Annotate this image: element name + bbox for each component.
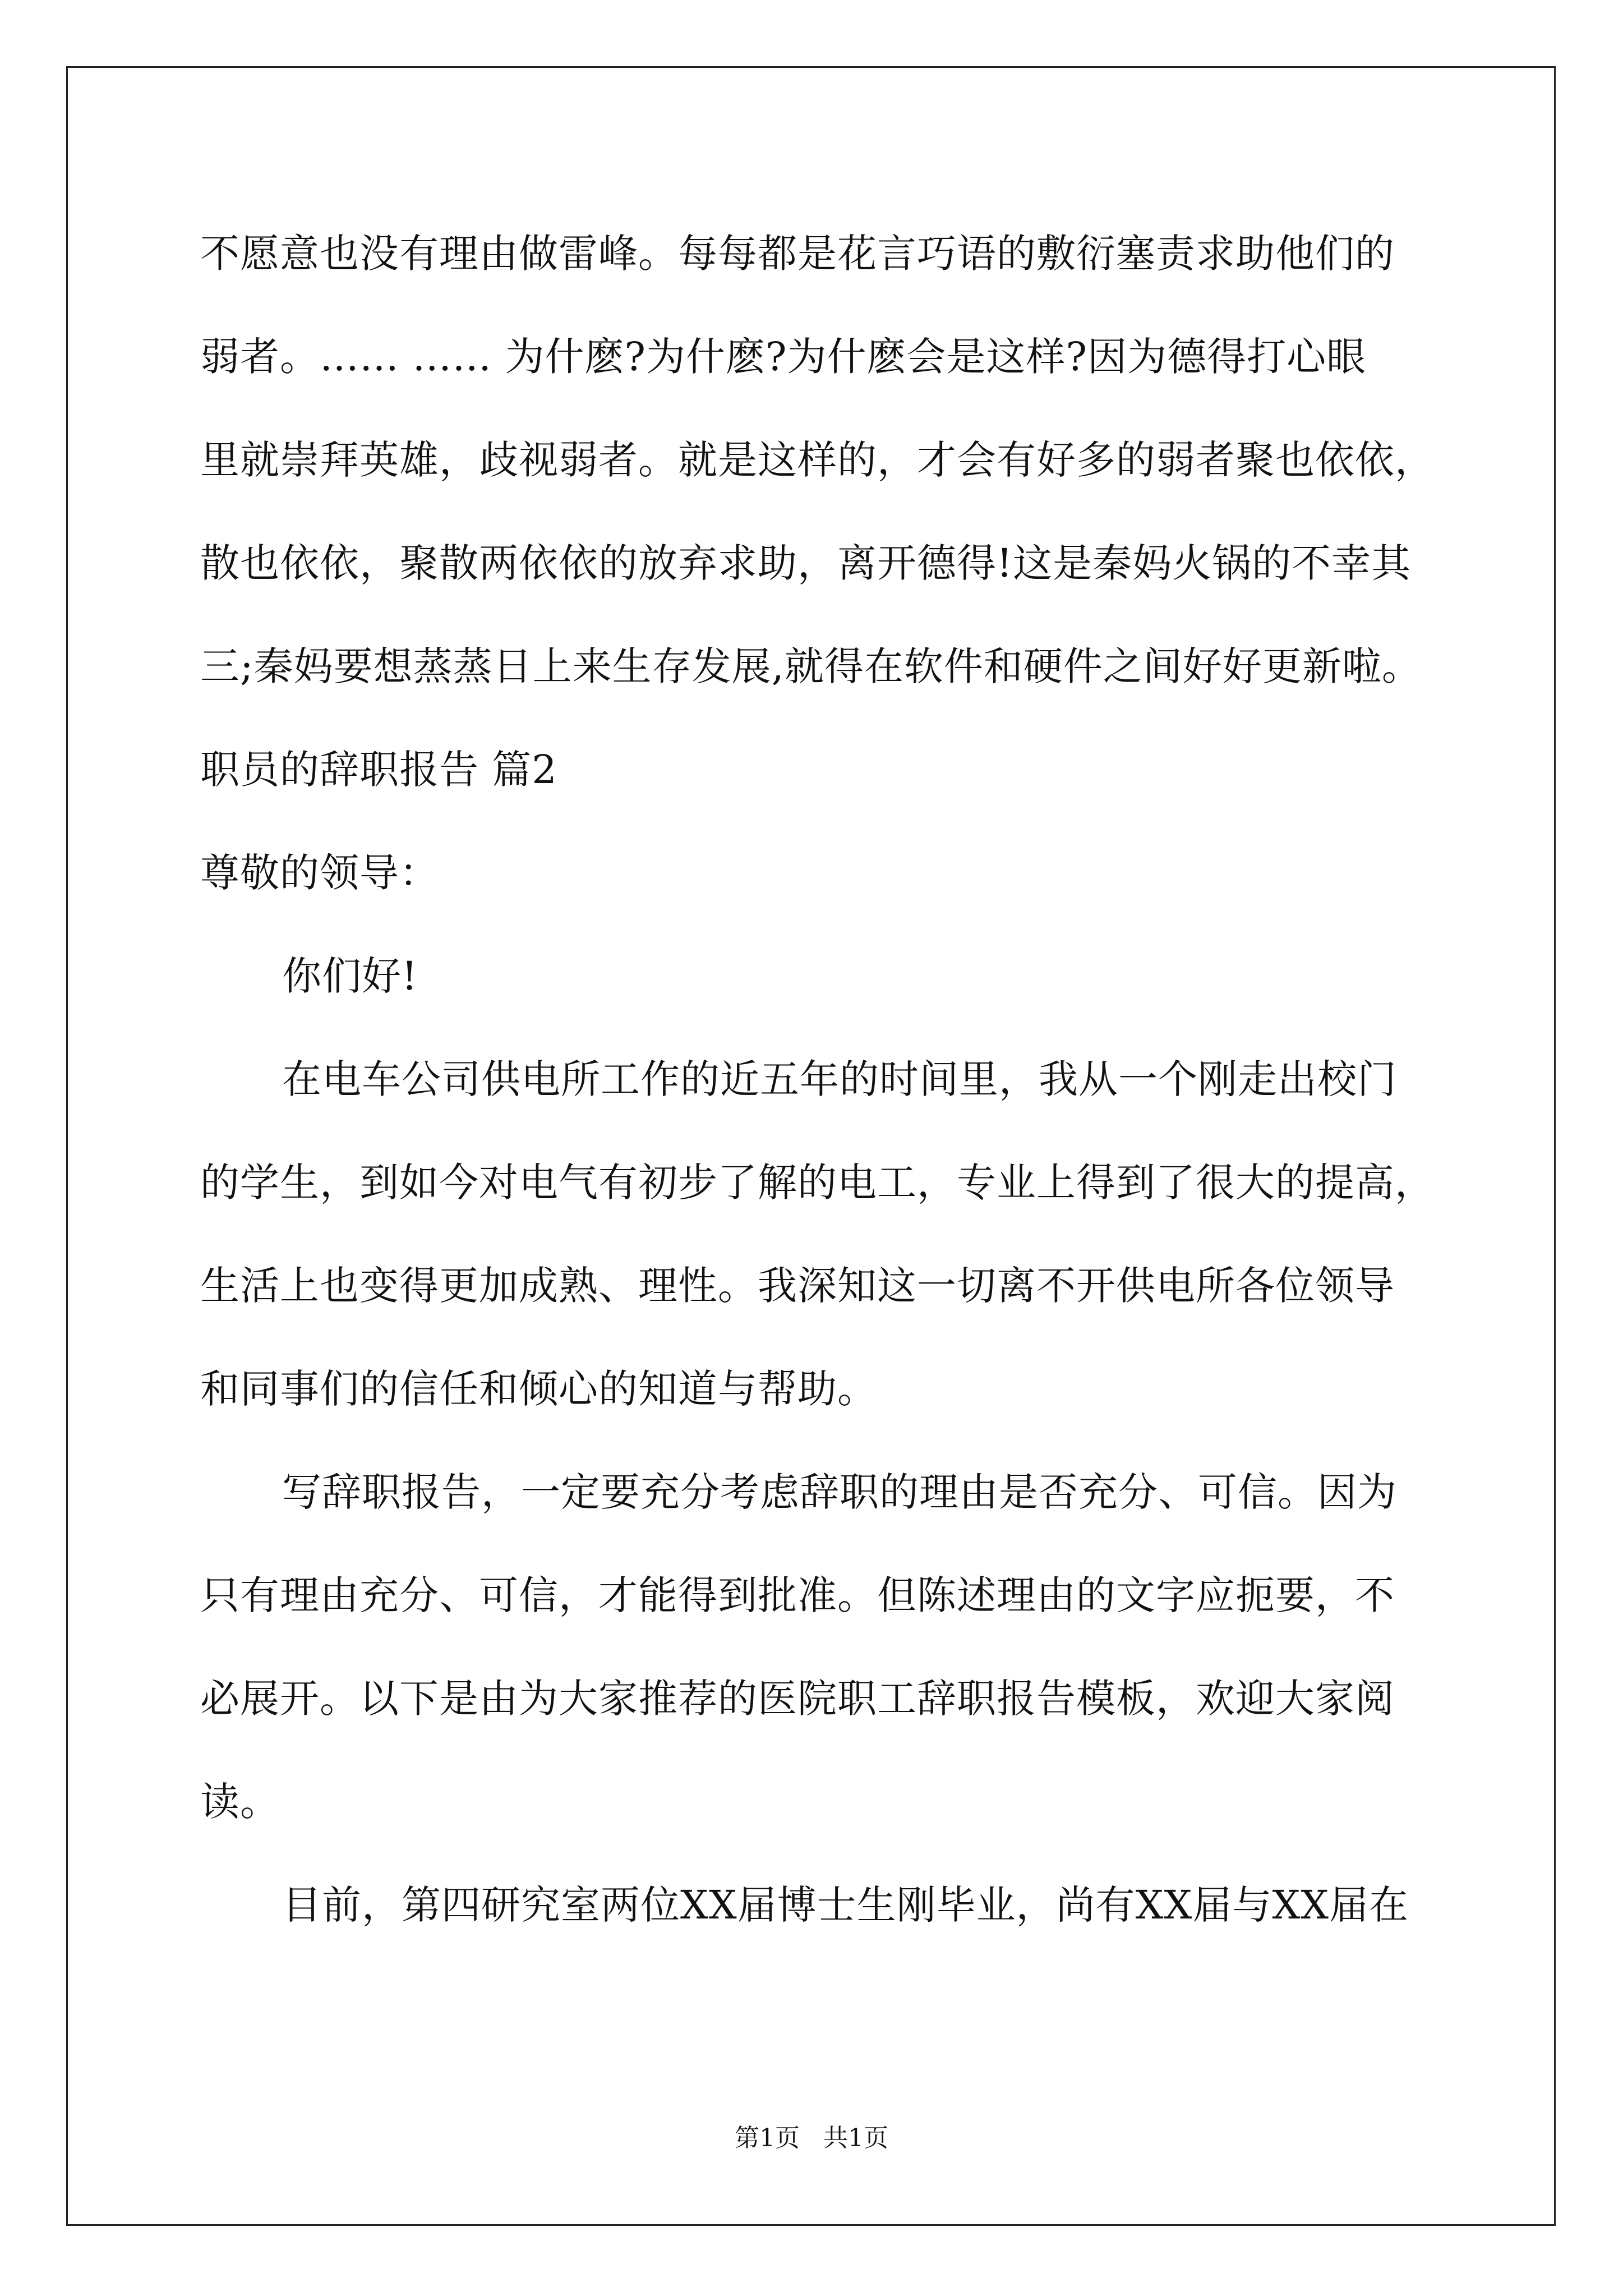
body-line-11: 生活上也变得更加成熟、理性。我深知这一切离不开供电所各位领导 [200, 1263, 1395, 1309]
document-body [200, 202, 1434, 1957]
body-line-14: 只有理由充分、可信，才能得到批准。但陈述理由的文字应扼要，不 [200, 1572, 1395, 1618]
body-line-5: 三;秦妈要想蒸蒸日上来生存发展,就得在软件和硬件之间好好更新啦。 [200, 643, 1422, 689]
salutation: 尊敬的领导： [200, 850, 439, 896]
section-heading: 职员的辞职报告 篇2 [200, 747, 557, 793]
body-line-17: 目前，第四研究室两位XX届博士生刚毕业，尚有XX届与XX届在 [282, 1882, 1409, 1928]
greeting: 你们好! [282, 953, 418, 999]
body-line-16: 读。 [200, 1779, 280, 1825]
body-line-3: 里就崇拜英雄，歧视弱者。就是这样的，才会有好多的弱者聚也依依， [200, 437, 1435, 483]
body-line-1: 不愿意也没有理由做雷峰。每每都是花言巧语的敷衍塞责求助他们的 [200, 231, 1395, 277]
body-line-2: 弱者。…… …… 为什麽?为什麽?为什麽会是这样?因为德得打心眼 [200, 334, 1367, 380]
body-line-15: 必展开。以下是由为大家推荐的医院职工辞职报告模板，欢迎大家阅 [200, 1676, 1395, 1722]
body-line-10: 的学生，到如今对电气有初步了解的电工，专业上得到了很大的提高， [200, 1159, 1435, 1205]
body-line-12: 和同事们的信任和倾心的知道与帮助。 [200, 1366, 877, 1412]
body-line-9: 在电车公司供电所工作的近五年的时间里，我从一个刚走出校门 [282, 1056, 1397, 1102]
body-line-4: 散也依依，聚散两依依的放弃求助，离开德得!这是秦妈火锅的不幸其 [200, 540, 1412, 586]
body-line-13: 写辞职报告，一定要充分考虑辞职的理由是否充分、可信。因为 [282, 1469, 1397, 1515]
page-footer: 第1页 共1页 [735, 2124, 888, 2152]
